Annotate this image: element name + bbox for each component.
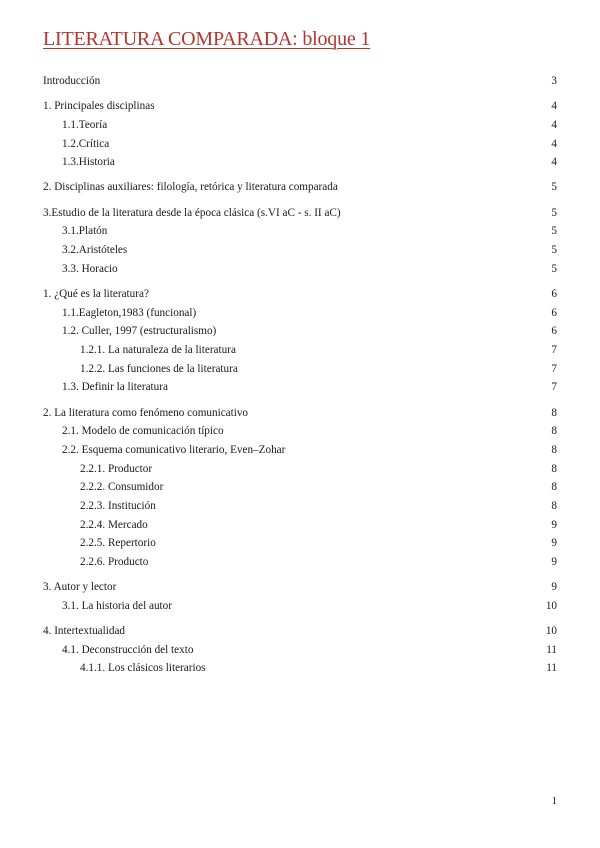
toc-entry-label[interactable]: 1.3.Historia [62,156,115,169]
toc-entry-page[interactable]: 8 [551,425,557,438]
toc-entry-page[interactable]: 8 [551,443,557,456]
toc-entry[interactable] [43,178,557,197]
table-of-contents [43,72,557,678]
toc-entry[interactable] [43,116,557,135]
toc-entry-label[interactable]: 3.Estudio de la literatura desde la época clásica (s.VI aC - s. II aC) [43,206,341,219]
toc-entry-page[interactable]: 10 [545,625,557,638]
toc-entry-label[interactable]: 3.2.Aristóteles [62,244,128,256]
toc-entry[interactable] [43,597,557,616]
toc-entry[interactable] [43,622,557,641]
toc-entry-label[interactable]: 2. Disciplinas auxiliares: filología, retórica y literatura comparada [43,181,338,194]
toc-entry-page[interactable]: 8 [551,406,557,419]
toc-entry-label[interactable]: 1.2.Crítica [62,137,110,150]
toc-entry[interactable] [43,460,557,479]
toc-entry-label[interactable]: 3.1. La historia del autor [62,599,172,612]
toc-entry-page[interactable]: 11 [546,662,557,675]
toc-entry[interactable] [43,641,557,660]
toc-entry-page[interactable]: 6 [551,306,557,319]
toc-entry-label[interactable]: 4. Intertextualidad [43,625,126,638]
footer-page-number: 1 [551,796,557,807]
toc-entry[interactable] [43,322,557,341]
toc-entry[interactable] [43,97,557,116]
toc-entry[interactable] [43,553,557,572]
toc-entry[interactable] [43,516,557,535]
toc-entry-label[interactable]: 1.2. Culler, 1997 (estructuralismo) [62,325,217,338]
toc-entry-label[interactable]: 3.1.Platón [62,225,108,238]
toc-entry[interactable] [43,285,557,304]
toc-entry[interactable] [43,204,557,223]
toc-entry-label[interactable]: 1. Principales disciplinas [43,100,155,113]
toc-entry-label[interactable]: 2.2. Esquema comunicativo literario, Even–Zohar [62,443,286,456]
toc-entry-label[interactable]: 3.3. Horacio [62,262,118,275]
toc-entry-label[interactable]: 2. La literatura como fenómeno comunicativo [43,406,249,419]
toc-entry[interactable] [43,534,557,553]
toc-entry[interactable] [43,441,557,460]
toc-entry-page[interactable]: 4 [551,118,557,131]
toc-entry-page[interactable]: 3 [551,75,557,87]
toc-entry-page[interactable]: 4 [551,137,557,150]
toc-entry-page[interactable]: 9 [551,556,557,568]
toc-entry[interactable] [43,404,557,423]
toc-entry-page[interactable]: 5 [551,244,557,256]
toc-entry[interactable] [43,153,557,172]
toc-entry-page[interactable]: 11 [546,643,557,656]
toc-entry-label[interactable]: 2.1. Modelo de comunicación típico [62,425,224,438]
toc-entry-label[interactable]: 1. ¿Qué es la literatura? [43,287,149,300]
toc-entry-page[interactable]: 8 [551,462,557,475]
toc-entry[interactable] [43,135,557,154]
toc-entry-label[interactable]: 2.2.6. Producto [80,556,149,568]
toc-entry-label[interactable]: 2.2.3. Institución [80,499,156,512]
toc-entry[interactable] [43,260,557,279]
toc-entry-page[interactable]: 5 [551,206,557,219]
toc-entry-page[interactable]: 5 [551,262,557,275]
toc-entry-label[interactable]: 2.2.4. Mercado [80,518,148,531]
toc-entry[interactable] [43,72,557,91]
document-title: LITERATURA COMPARADA: bloque 1 [43,28,371,50]
toc-entry-page[interactable]: 8 [551,481,557,494]
toc-entry-page[interactable]: 7 [551,343,557,356]
toc-entry-page[interactable]: 4 [551,156,557,169]
toc-entry[interactable] [43,659,557,678]
toc-entry-page[interactable]: 4 [551,100,557,113]
toc-entry-page[interactable]: 9 [551,581,557,594]
toc-entry[interactable] [43,422,557,441]
toc-entry-label[interactable]: 2.2.5. Repertorio [80,537,156,550]
toc-entry[interactable] [43,241,557,260]
toc-entry[interactable] [43,341,557,360]
toc-entry-label[interactable]: 1.3. Definir la literatura [62,381,168,394]
toc-entry-page[interactable]: 8 [551,499,557,512]
toc-entry[interactable] [43,478,557,497]
toc-entry[interactable] [43,304,557,323]
toc-entry[interactable] [43,497,557,516]
toc-entry-page[interactable]: 9 [551,537,557,550]
toc-entry-page[interactable]: 6 [551,287,557,300]
toc-entry-page[interactable]: 7 [551,362,557,375]
toc-entry[interactable] [43,222,557,241]
toc-entry-page[interactable]: 9 [551,518,557,531]
toc-entry[interactable] [43,578,557,597]
toc-entry-label[interactable]: 3. Autor y lector [43,581,117,594]
toc-entry-label[interactable]: 1.1.Teoría [62,118,108,131]
toc-entry-label[interactable]: Introducción [43,75,101,87]
toc-entry-label[interactable]: 1.2.1. La naturaleza de la literatura [80,343,236,356]
toc-entry-label[interactable]: 4.1. Deconstrucción del texto [62,643,194,656]
toc-entry-page[interactable]: 5 [551,225,557,238]
toc-entry-label[interactable]: 1.2.2. Las funciones de la literatura [80,362,238,375]
toc-entry-label[interactable]: 1.1.Eagleton,1983 (funcional) [62,306,197,319]
toc-entry[interactable] [43,360,557,379]
toc-entry-label[interactable]: 2.2.1. Productor [80,462,153,475]
toc-entry-page[interactable]: 6 [551,325,557,338]
toc-entry[interactable] [43,378,557,397]
toc-entry-page[interactable]: 5 [551,181,557,194]
toc-entry-label[interactable]: 2.2.2. Consumidor [80,481,164,494]
toc-entry-page[interactable]: 7 [551,381,557,394]
toc-entry-page[interactable]: 10 [545,599,557,612]
toc-entry-label[interactable]: 4.1.1. Los clásicos literarios [80,662,206,675]
